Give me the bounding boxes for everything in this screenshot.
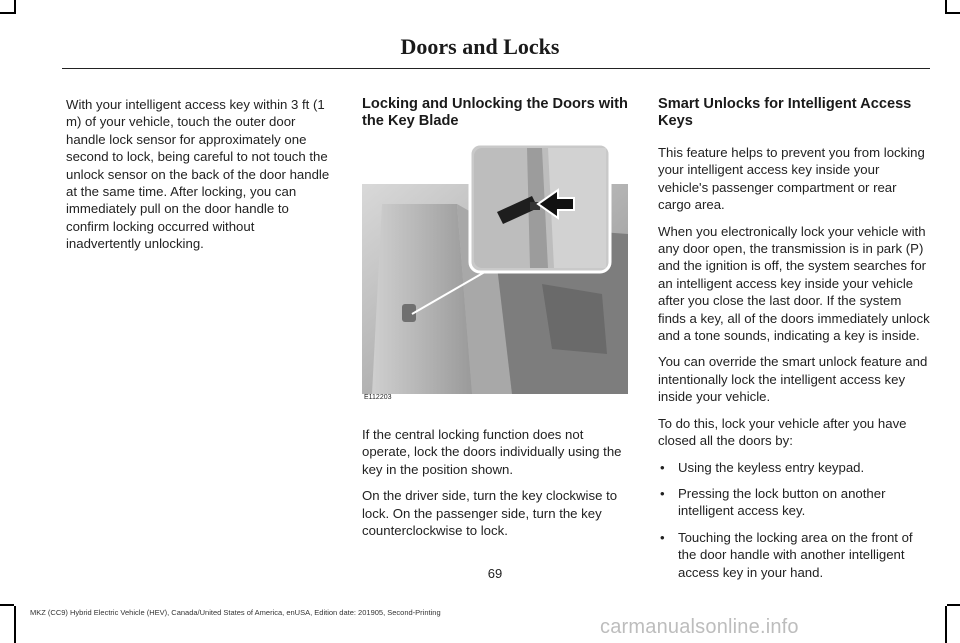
key-blade-illustration — [362, 144, 628, 404]
header-divider — [62, 68, 930, 69]
door-edge-shape — [372, 204, 472, 394]
crop-mark — [14, 0, 16, 14]
page-number: 69 — [487, 566, 503, 581]
crop-mark — [14, 606, 16, 643]
edition-footer: MKZ (CC9) Hybrid Electric Vehicle (HEV), Canada/United States of America, enUSA, Edition date: 201905, Second-Printing — [30, 608, 441, 617]
smart-unlock-paragraph-4: To do this, lock your vehicle after you have closed all the doors by: — [658, 415, 907, 449]
figure-code: E112203 — [364, 393, 392, 401]
crop-mark — [945, 606, 947, 643]
intro-paragraph: With your intelligent access key within 3 ft (1 m) of your vehicle, touch the outer door handle lock sensor for approximately one second to lock, being careful to not touch the unlock sensor on the back of the door handle at the same time. After locking, you can immediately pull on the door handle to confirm locking occurred without inadvertently unlocking. — [66, 97, 330, 252]
smart-unlock-paragraph-1: This feature helps to prevent you from locking your intelligent access key inside your vehicle's passenger compartment or rear cargo area. — [658, 145, 925, 213]
key-blade-paragraph-1: If the central locking function does not operate, lock the doors individually using the key in the position shown. — [362, 427, 622, 477]
column-left — [66, 96, 332, 262]
list-item: • Touching the locking area on the front of the door handle with another intelligent access key in your hand. — [658, 529, 930, 581]
crop-mark — [947, 12, 960, 14]
crop-mark — [0, 12, 14, 14]
door-lock-illustration — [362, 144, 628, 394]
section-heading-smart-unlocks: Smart Unlocks for Intelligent Access Keys — [658, 96, 912, 129]
interior-panel-shape — [542, 284, 607, 354]
column-middle — [362, 96, 634, 548]
list-item: • Pressing the lock button on another intelligent access key. — [658, 485, 930, 520]
page-title: Doors and Locks — [400, 34, 560, 59]
bullet-list — [658, 459, 930, 581]
smart-unlock-paragraph-2: When you electronically lock your vehicle with any door open, the transmission is in park (P) and the ignition is off, the system searches for an intelligent access key inside your vehicle after you close the last door. If the system finds a key, all of the doors immediately unlock and a tone sounds, indicating a key is inside. — [658, 223, 930, 344]
smart-unlock-paragraph-3: You can override the smart unlock feature and intentionally lock the intelligent access key inside your vehicle. — [658, 354, 928, 405]
crop-mark — [947, 604, 960, 606]
watermark: carmanualsonline.info — [600, 616, 799, 638]
section-heading-key-blade: Locking and Unlocking the Doors with the Key Blade — [362, 96, 628, 129]
column-right — [658, 96, 930, 590]
key-blade-paragraph-2: On the driver side, turn the key clockwise to lock. On the passenger side, turn the key counterclockwise to lock. — [362, 488, 618, 539]
crop-mark — [0, 604, 14, 606]
list-item: • Using the keyless entry keypad. — [658, 459, 930, 476]
